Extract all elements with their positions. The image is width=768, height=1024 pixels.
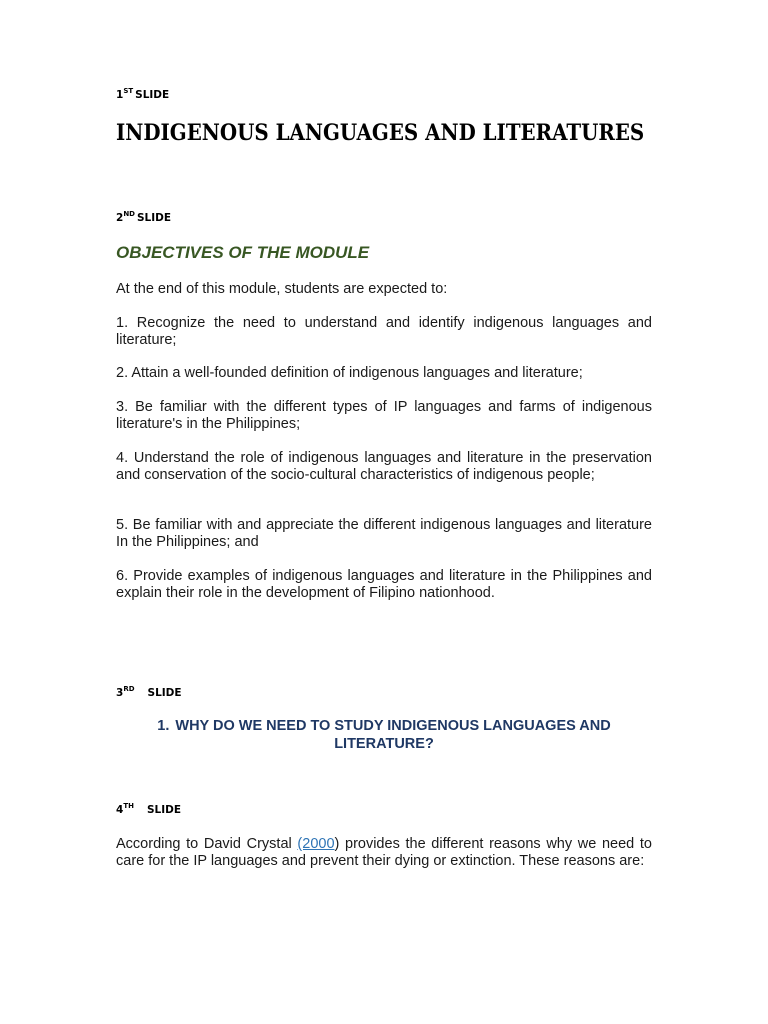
objective-item-2: 2. Attain a well-founded definition of indigenous languages and literature; xyxy=(116,365,583,381)
slide-word: SLIDE xyxy=(135,89,170,101)
objective-item-1: 1. Recognize the need to understand and identify indigenous languages and literature; xyxy=(116,315,652,348)
objective-item-3: 3. Be familiar with the different types of IP languages and farms of indigenous literature's in the Philippines; xyxy=(116,399,652,432)
slide-ordinal: RD xyxy=(123,685,135,693)
objective-item-6: 6. Provide examples of indigenous languages and literature in the Philippines and explain their role in the development of Filipino nationhood. xyxy=(116,568,652,601)
slide-label-4 xyxy=(116,804,181,816)
citation-link[interactable]: (2000 xyxy=(297,836,335,852)
slide-ordinal: ND xyxy=(123,210,135,218)
slide-word: SLIDE xyxy=(136,212,172,224)
slide-label-3 xyxy=(116,687,182,699)
objective-item-4: 4. Understand the role of indigenous languages and literature in the preservation and conservation of the socio-cultural characteristics of indigenous people; xyxy=(116,450,652,483)
question-heading xyxy=(116,718,652,753)
crystal-text-before: According to David Crystal xyxy=(116,836,298,852)
slide-number: 1 xyxy=(116,89,124,101)
slide-label-2 xyxy=(116,212,171,224)
slide-ordinal: TH xyxy=(123,802,134,810)
slide-word: SLIDE xyxy=(146,804,182,816)
slide-number: 4 xyxy=(116,804,124,816)
question-text: WHY DO WE NEED TO STUDY INDIGENOUS LANGUAGES AND LITERATURE? xyxy=(175,718,611,752)
slide-number: 2 xyxy=(116,212,124,224)
slide-label-1 xyxy=(116,89,169,101)
question-number: 1. xyxy=(157,718,170,734)
objective-item-5: 5. Be familiar with and appreciate the different indigenous languages and literature In the Philippines; and xyxy=(116,517,652,550)
document-title: INDIGENOUS LANGUAGES AND LITERATURES xyxy=(116,120,645,146)
slide-word: SLIDE xyxy=(147,687,182,699)
objectives-heading: OBJECTIVES OF THE MODULE xyxy=(116,243,370,262)
objectives-intro: At the end of this module, students are expected to: xyxy=(116,281,448,297)
crystal-paragraph xyxy=(116,836,652,870)
crystal-text-after: ) provides the different reasons why we need to care for the IP languages and prevent their dying or extinction. These reasons are: xyxy=(116,836,652,869)
slide-ordinal: ST xyxy=(123,87,134,95)
slide-number: 3 xyxy=(116,687,124,699)
